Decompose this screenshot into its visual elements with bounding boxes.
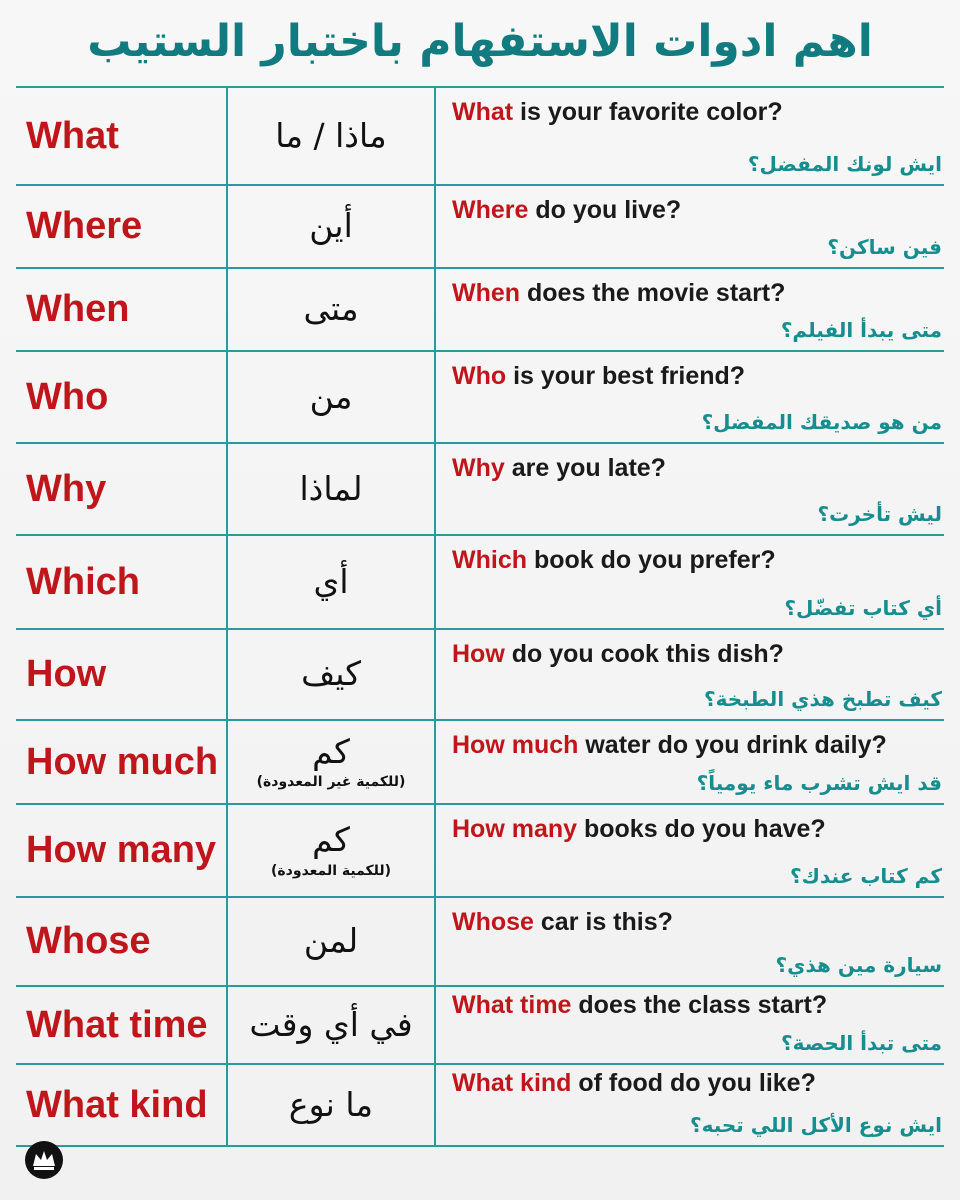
example-sentence: [452, 991, 940, 1020]
example-cell: [436, 1065, 944, 1145]
arabic-word: لماذا: [299, 468, 363, 508]
arabic-translation: متى تبدأ الحصة؟: [780, 1031, 942, 1055]
arabic-translation: ليش تأخرت؟: [817, 502, 942, 526]
table-row: [16, 898, 944, 987]
table-row: [16, 186, 944, 269]
arabic-word: متى: [303, 289, 359, 329]
example-rest: do you cook this dish?: [504, 640, 784, 668]
example-cell: [436, 721, 944, 803]
example-rest: do you live?: [528, 196, 682, 224]
example-cell: [436, 352, 944, 442]
example-cell: [436, 630, 944, 719]
example-sentence: [452, 640, 940, 669]
example-keyword: How: [452, 640, 505, 668]
example-keyword: How much: [452, 731, 579, 759]
example-sentence: [452, 815, 940, 844]
page-title: اهم ادوات الاستفهام باختبار الستيب: [87, 15, 873, 67]
english-question-word: How much: [16, 721, 228, 803]
arabic-word: في أي وقت: [249, 1004, 413, 1044]
example-sentence: [452, 98, 940, 127]
arabic-meaning: [228, 805, 436, 896]
english-question-word: How many: [16, 805, 228, 896]
arabic-word: من: [309, 376, 353, 416]
example-cell: [436, 88, 944, 184]
arabic-translation: ايش لونك المفضل؟: [747, 152, 942, 176]
example-rest: books do you have?: [577, 815, 826, 843]
example-cell: [436, 536, 944, 628]
english-question-word: Which: [16, 536, 228, 628]
example-sentence: [452, 546, 940, 575]
example-sentence: [452, 731, 940, 760]
arabic-meaning: [228, 721, 436, 803]
table-row: [16, 444, 944, 536]
english-question-word: Where: [16, 186, 228, 267]
english-question-word: What time: [16, 987, 228, 1063]
usage-note: (للكمية غير المعدودة): [256, 774, 406, 791]
example-rest: does the movie start?: [520, 279, 786, 307]
table-row: [16, 269, 944, 352]
english-question-word: What kind: [16, 1065, 228, 1145]
example-rest: of food do you like?: [571, 1069, 816, 1097]
arabic-word: كم: [312, 731, 350, 771]
example-cell: [436, 186, 944, 267]
example-keyword: How many: [452, 815, 578, 843]
english-question-word: Who: [16, 352, 228, 442]
example-cell: [436, 805, 944, 896]
table-row: [16, 1065, 944, 1147]
example-sentence: [452, 454, 940, 483]
arabic-word: كيف: [301, 654, 361, 694]
arabic-translation: ايش نوع الأكل اللي تحبه؟: [689, 1113, 942, 1137]
arabic-word: أين: [309, 206, 353, 246]
example-sentence: [452, 279, 940, 308]
example-rest: is your favorite color?: [513, 98, 783, 126]
example-sentence: [452, 362, 940, 391]
example-cell: [436, 269, 944, 350]
english-question-word: How: [16, 630, 228, 719]
arabic-meaning: [228, 987, 436, 1063]
example-keyword: What: [452, 98, 514, 126]
example-keyword: Which: [452, 546, 527, 574]
example-rest: car is this?: [533, 908, 673, 936]
example-cell: [436, 898, 944, 985]
table-row: [16, 536, 944, 630]
arabic-meaning: [228, 352, 436, 442]
table-row: [16, 630, 944, 721]
example-keyword: What time: [452, 991, 572, 1019]
arabic-meaning: [228, 186, 436, 267]
arabic-translation: سيارة مين هذي؟: [775, 953, 942, 977]
table-row: [16, 88, 944, 186]
example-rest: water do you drink daily?: [578, 731, 887, 759]
arabic-translation: من هو صديقك المفضل؟: [701, 410, 942, 434]
black-crown-logo-icon: [24, 1140, 64, 1180]
example-keyword: Whose: [452, 908, 534, 936]
table-row: [16, 805, 944, 898]
arabic-translation: كم كتاب عندك؟: [790, 864, 942, 888]
arabic-translation: فين ساكن؟: [827, 235, 942, 259]
example-sentence: [452, 196, 940, 225]
arabic-word: كم: [312, 820, 350, 860]
example-rest: does the class start?: [571, 991, 828, 1019]
arabic-meaning: [228, 898, 436, 985]
example-keyword: Who: [452, 362, 507, 390]
english-question-word: What: [16, 88, 228, 184]
example-keyword: What kind: [452, 1069, 572, 1097]
arabic-meaning: [228, 1065, 436, 1145]
example-keyword: Why: [452, 454, 505, 482]
arabic-translation: متى يبدأ الفيلم؟: [780, 318, 942, 342]
arabic-word: لمن: [303, 921, 359, 961]
table-row: [16, 721, 944, 805]
english-question-word: Why: [16, 444, 228, 534]
arabic-translation: قد ايش تشرب ماء يومياً؟: [696, 771, 942, 795]
question-words-table: [16, 86, 944, 1147]
english-question-word: Whose: [16, 898, 228, 985]
arabic-translation: كيف تطبخ هذي الطبخة؟: [704, 687, 942, 711]
example-cell: [436, 987, 944, 1063]
example-sentence: [452, 908, 940, 937]
arabic-word: أي: [313, 561, 349, 601]
arabic-word: ماذا / ما: [275, 115, 387, 155]
arabic-meaning: [228, 536, 436, 628]
example-keyword: Where: [452, 196, 529, 224]
example-rest: book do you prefer?: [527, 546, 776, 574]
arabic-meaning: [228, 444, 436, 534]
example-rest: are you late?: [504, 454, 666, 482]
arabic-meaning: [228, 88, 436, 184]
usage-note: (للكمية المعدودة): [271, 862, 391, 879]
example-sentence: [452, 1069, 940, 1098]
arabic-word: ما نوع: [288, 1084, 374, 1124]
example-rest: is your best friend?: [506, 362, 746, 390]
table-row: [16, 352, 944, 444]
example-keyword: When: [452, 279, 521, 307]
table-row: [16, 987, 944, 1065]
arabic-meaning: [228, 269, 436, 350]
example-cell: [436, 444, 944, 534]
english-question-word: When: [16, 269, 228, 350]
arabic-translation: أي كتاب تفضّل؟: [784, 596, 942, 620]
arabic-meaning: [228, 630, 436, 719]
